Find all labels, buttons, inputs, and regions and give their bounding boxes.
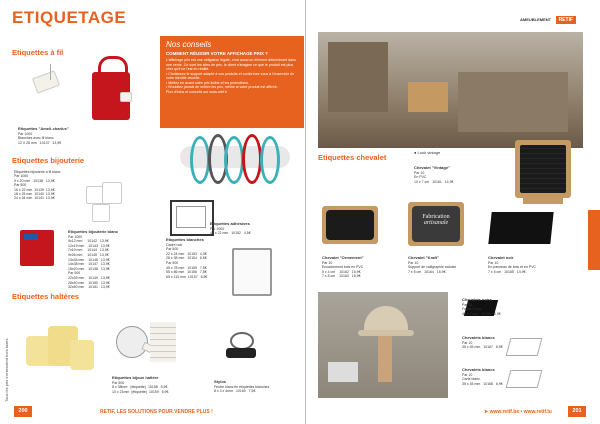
section-bijouterie: Etiquettes bijouterie bbox=[12, 156, 85, 165]
chevalet-ornement-caption: Chevalet "Ormement" Par 10 Encadrement bois en PVC 5 x 4 cm 10162 15,9€ 7 x 5 cm 10163 15,9€ bbox=[322, 255, 364, 279]
label-rolls-image bbox=[26, 318, 96, 380]
strip-image bbox=[150, 322, 176, 362]
fil-caption: Etiquettes "Ameli-charlus" Par 1000 Blanches avec fil blanc 12 X 28 mm 10137 13,9€ bbox=[18, 126, 69, 145]
chevalet-noir-caption: Chevalet noir Par 10 En panneau de bois et en PVC 7 x 5 cm 10165 14,9€ bbox=[488, 255, 537, 274]
side-tab bbox=[588, 210, 600, 270]
section-etiquettes-fil: Etiquettes à fil bbox=[12, 48, 64, 57]
header-right: AMEUBLEMENT RETIF bbox=[520, 8, 576, 26]
tag-image bbox=[28, 62, 68, 114]
price-tag-frame-image bbox=[232, 248, 272, 296]
fabrication-text: Fabrication artisanale bbox=[422, 214, 450, 226]
page-divider bbox=[305, 0, 306, 424]
cv-blancs-caption-2: Chevalets blancs Par 10 Carte blanc 35 x 45 mm 10168 6,9€ bbox=[462, 367, 503, 386]
shop-photo-top bbox=[318, 32, 583, 148]
bijouterie-price-list: Etiquettes bijouterie à fil blanc Par 1000 9 x 20 mm 10138 13,9€ Par 500 16 x 22 mm 10139 13,9€ 18 x 25 mm 10140 13,9€ 24 x 34 mm 10141 13,9€ bbox=[14, 170, 61, 201]
look-vintage-label: ● Look vintage bbox=[414, 150, 441, 155]
adhesives-caption: Etiquettes adhésives Par 1000 40 x 22 mm 10152 4,5€ bbox=[210, 221, 251, 236]
chevalet-kraft-image bbox=[408, 202, 470, 252]
bijouterie-tags-image bbox=[82, 180, 126, 228]
section-halteres: Etiquettes haltères bbox=[12, 292, 80, 301]
page-number-left: 200 bbox=[14, 406, 32, 417]
side-note: Tous les prix s'entendent hors taxes bbox=[4, 338, 9, 402]
cv-blancs-caption-1: Chevalets blancs Par 10 35 x 45 mm 10167 6,9€ bbox=[462, 335, 503, 350]
page-number-right: 201 bbox=[568, 406, 586, 417]
footer-left: RETIF, LES SOLUTIONS POUR VENDRE PLUS ! bbox=[100, 409, 213, 415]
bijouterie-blanc-caption: Etiquettes bijouterie blanc Par 1000 9x12 mm 10142 13,9€ 12x19 mm 10143 13,9€ 7x19 mm 10144 13,9€ 9x26 mm 10145 13,9€ 13x34 mm 10146 13,9€ 14x38 mm 10147 13,9€ 15x20 mm 10148 13,9€ Par 500 22x39 mm 10149 13,9€ 26x40 mm 10150 13,9€ 32x50 mm 10151 13,9€ bbox=[68, 229, 119, 290]
stylo-caption: Stylos Feutre blanc fin étiquettes blanches 8 x 3 x 4mm 10160 7,5€ bbox=[214, 379, 270, 394]
page-title: ETIQUETAGE bbox=[12, 8, 127, 27]
apli-box-image bbox=[20, 230, 54, 266]
brand-badge: RETIF bbox=[556, 16, 576, 24]
chevalet-vintage-caption: Chevalet "Vintage" Par 10 En PVC 10 x 7 cm 10161 14,9€ bbox=[414, 165, 454, 184]
ring-display-image bbox=[222, 326, 260, 364]
haltere-caption: Etiquettes bijoux haltère Par 500 8 x 38mm (étiquette) 10158 5,9€ 10 x 21mm (étiquette) 10159 5,9€ bbox=[112, 375, 169, 394]
vintage-chevalet-image bbox=[515, 140, 575, 206]
chevalet-noir-image bbox=[490, 208, 562, 248]
red-bag-image bbox=[90, 52, 132, 122]
chevalet-kraft-caption: Chevalet "Kraft" Par 10 Support de calligraphie ardoise 7 x 5 cm 10164 15,9€ bbox=[408, 255, 457, 274]
section-chevalet: Etiquettes chevalet bbox=[318, 153, 387, 162]
bracelet-display-image bbox=[160, 130, 300, 195]
chevalet-ornement-image bbox=[322, 206, 384, 250]
frame-tag-image bbox=[170, 200, 214, 236]
blanches-caption: Etiquettes blanches Cadre noir Par 500 22 x 24 mm 10153 4,3€ 28 x 38 mm 10154 6,5€ Par 500 45 x 78 mm 10155 7,5€ 55 x 86 mm 10156 7,8€ 65 x 110 mm 10157 8,5€ bbox=[166, 237, 208, 279]
cv-noirs-caption: Chevalets noirs Par 25 Faible 20 kg 40 x 7 mm 10166 6,9€ bbox=[462, 297, 501, 316]
tips-box: Nos conseils COMMENT RÉUSSIR VOTRE AFFICHAGE PRIX ? L'affichage prix est une obligation légale, c'est aussi un élément déterminant dans une vente. Ce sont les sites de prix, le client s'imagine ce que le produit est plus cher qu'il ne l'est en réalité. • Choisissez le support adapté à vos produits et conformez vous à l'ensemble de votre identité visuelle. • Mettez en avant votre prix lisible et les promotions. • N'oubliez jamais de mettre les prix, même si votre produit est affiché. Plus d'infos et conseils sur www.retif.fr bbox=[160, 36, 304, 128]
footer-right: ➤ www.retif.be • www.retif.lu bbox=[484, 409, 552, 415]
hat-display-photo bbox=[318, 292, 448, 398]
